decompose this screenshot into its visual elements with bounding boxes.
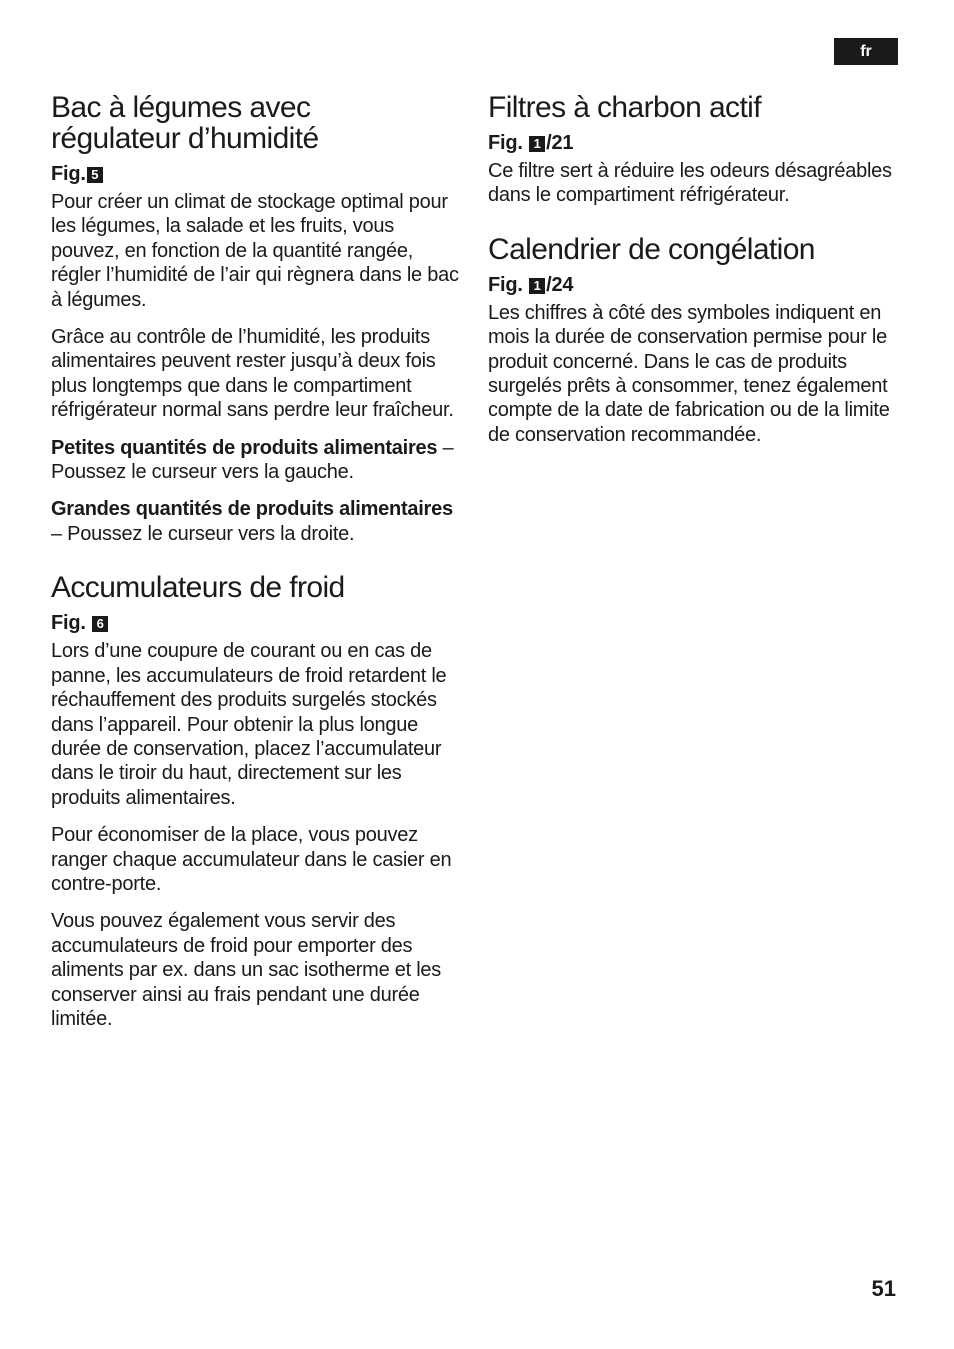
figure-reference	[51, 611, 466, 635]
figure-number-badge: 1	[529, 136, 545, 152]
section-freezing-calendar	[488, 234, 903, 447]
paragraph-small-quantities	[51, 436, 466, 485]
section-title: Accumulateurs de froid	[51, 571, 345, 605]
figure-number-badge: 6	[92, 616, 108, 632]
paragraph: Lors d’une coupure de courant ou en cas de panne, les accumulateurs de froid retardent le réchauffement des produits surgelés stockés dans l’appareil. Pour obtenir la plus longue durée de conservation, placez l’accumulateur dans le tiroir du haut, directement sur les produits alimentaires.	[51, 640, 447, 809]
right-column	[488, 92, 903, 447]
figure-reference	[51, 162, 466, 186]
paragraph: Pour créer un climat de stockage optimal pour les légumes, la salade et les fruits, vous pouvez, en fonction de la quantité rangée, régler l’humidité de l’air qui règnera dans le bac à légumes.	[51, 191, 459, 311]
figure-reference	[488, 273, 903, 297]
paragraph: Pour économiser de la place, vous pouvez ranger chaque accumulateur dans le casier en contre-porte.	[51, 824, 452, 895]
paragraph: Vous pouvez également vous servir des accumulateurs de froid pour emporter des aliments par ex. dans un sac isotherme et les conserver ainsi au frais pendant une durée limitée.	[51, 910, 442, 1030]
section-crisper-drawer	[51, 92, 466, 546]
language-tab: fr	[834, 38, 898, 65]
paragraph-large-quantities	[51, 497, 466, 546]
bold-lead: Petites quantités de produits alimentaires	[51, 436, 438, 459]
title-line-2: régulateur d’humidité	[51, 122, 319, 155]
section-title	[51, 92, 466, 154]
section-title: Calendrier de congélation	[488, 232, 815, 266]
title-line-1: Bac à légumes avec	[51, 91, 311, 124]
paragraph-text: – Poussez le curseur vers la droite.	[51, 522, 355, 545]
section-title: Filtres à charbon actif	[488, 91, 761, 124]
paragraph: Ce filtre sert à réduire les odeurs désagréables dans le compartiment réfrigérateur.	[488, 160, 892, 207]
fig-prefix: Fig.	[488, 273, 523, 296]
figure-number-badge: 5	[87, 167, 103, 183]
paragraph: Les chiffres à côté des symboles indiquent en mois la durée de conservation permise pour le produit concerné. Dans le cas de produits surgelés prêts à consommer, tenez également compte de la date de fabrication ou de la limite de conservation recommandée.	[488, 301, 890, 446]
fig-suffix: /21	[546, 132, 574, 154]
left-column	[51, 92, 466, 1031]
fig-suffix: /24	[546, 273, 574, 296]
fig-prefix: Fig.	[51, 163, 86, 185]
paragraph: Grâce au contrôle de l’humidité, les produits alimentaires peuvent rester jusqu’à deux fois plus longtemps que dans le compartiment réfrigérateur normal sans perdre leur fraîcheur.	[51, 326, 454, 422]
section-ice-packs	[51, 572, 466, 1031]
figure-reference	[488, 131, 903, 155]
page-number: 51	[871, 1276, 896, 1301]
figure-number-badge: 1	[529, 278, 545, 294]
paragraph-text: – Poussez le curseur vers la gauche.	[51, 436, 454, 484]
section-charcoal-filters	[488, 92, 903, 208]
fig-prefix: Fig.	[488, 132, 523, 154]
bold-lead: Grandes quantités de produits alimentaires	[51, 498, 453, 521]
fig-prefix: Fig.	[51, 612, 86, 635]
